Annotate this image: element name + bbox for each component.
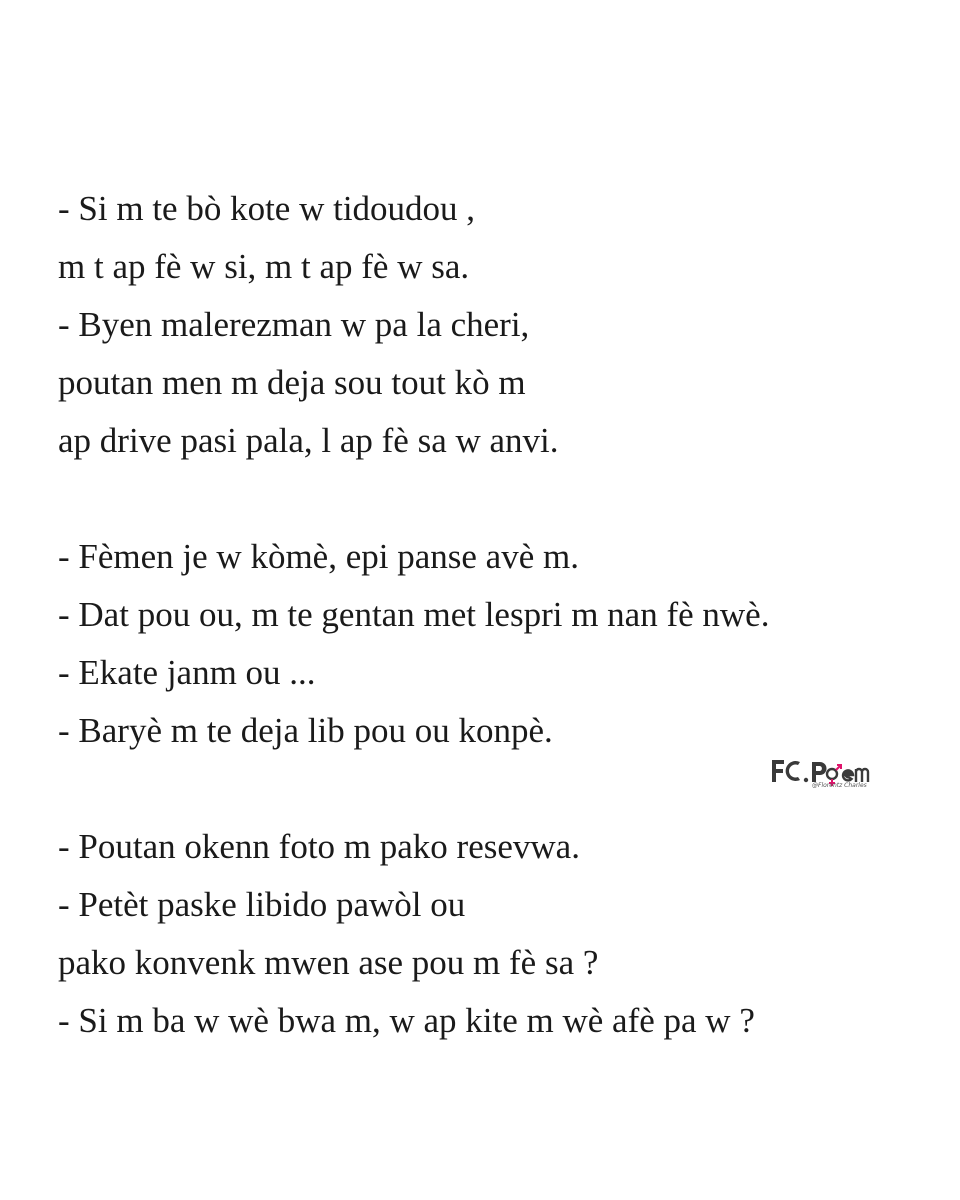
poem-line: - Si m te bò kote w tidoudou , <box>58 189 476 228</box>
poem-line: - Dat pou ou, m te gentan met lespri m nan fè nwè. <box>58 595 770 634</box>
poem-line: - Poutan okenn foto m pako resevwa. <box>58 827 580 866</box>
stanza-2 <box>58 528 938 760</box>
poem-line: - Petèt paske libido pawòl ou <box>58 885 466 924</box>
poem-line: ap drive pasi pala, l ap fè sa w anvi. <box>58 421 559 460</box>
stanza-1 <box>58 180 938 470</box>
stanza-3 <box>58 818 938 1050</box>
logo-credit: @Florentz Charles <box>812 782 867 789</box>
poem-line: poutan men m deja sou tout kò m <box>58 363 526 402</box>
poem-line: - Fèmen je w kòmè, epi panse avè m. <box>58 537 579 576</box>
fc-poem-logo <box>770 754 870 794</box>
poem-text <box>58 180 938 1050</box>
poem-line: m t ap fè w si, m t ap fè w sa. <box>58 247 470 286</box>
poem-line: - Baryè m te deja lib pou ou konpè. <box>58 711 553 750</box>
poem-line: - Byen malerezman w pa la cheri, <box>58 305 530 344</box>
poem-line: pako konvenk mwen ase pou m fè sa ? <box>58 943 599 982</box>
poem-line: - Si m ba w wè bwa m, w ap kite m wè afè pa w ? <box>58 1001 755 1040</box>
poem-line: - Ekate janm ou ... <box>58 653 316 692</box>
